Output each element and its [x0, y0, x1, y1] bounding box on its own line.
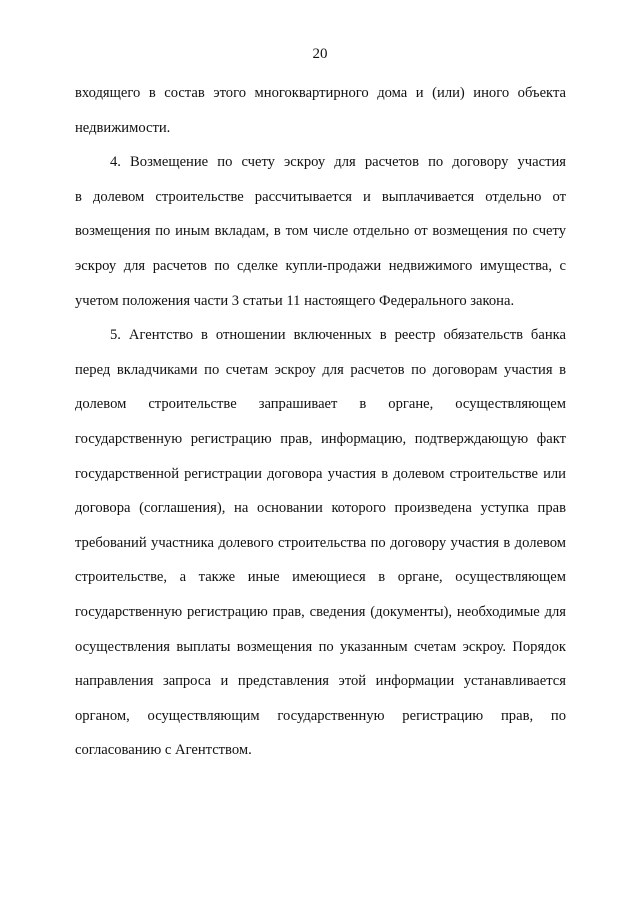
text-line: входящего в состав этого многоквартирного дома и (или) иного объекта [75, 85, 566, 101]
text-line: направления запроса и представления этой информации устанавливается [75, 673, 566, 690]
text-line: согласованию с Агентством. [75, 742, 252, 759]
text-line: договора (соглашения), на основании которого произведена уступка прав [75, 500, 566, 517]
text-line: перед вкладчиками по счетам эскроу для расчетов по договорам участия в [75, 361, 566, 378]
text-line: недвижимости. [75, 119, 171, 136]
document-body [75, 82, 566, 774]
text-line: осуществления выплаты возмещения по указанным счетам эскроу. Порядок [75, 638, 566, 655]
page-number: 20 [312, 46, 328, 62]
text-line: возмещения по иным вкладам, в том числе отдельно от возмещения по счету [75, 223, 566, 240]
text-line: требований участника долевого строительства по договору участия в долевом [75, 534, 566, 551]
text-line: учетом положения части 3 статьи 11 настоящего Федерального закона. [75, 292, 515, 309]
text-line: государственную регистрацию прав, сведения (документы), необходимые для [75, 603, 566, 620]
paragraph-item-4 [75, 151, 566, 324]
paragraph-continuation [75, 82, 566, 151]
text-line: 4. Возмещение по счету эскроу для расчетов по договору участия [110, 154, 566, 171]
text-line: долевом строительстве запрашивает в органе, осуществляющем [75, 396, 566, 413]
text-line: в долевом строительстве рассчитывается и выплачивается отдельно от [75, 188, 566, 205]
text-line: строительстве, а также иные имеющиеся в органе, осуществляющем [75, 569, 566, 586]
paragraph-item-5 [75, 324, 566, 774]
text-line: эскроу для расчетов по сделке купли-продажи недвижимого имущества, с [75, 257, 566, 274]
text-line: 5. Агентство в отношении включенных в реестр обязательств банка [110, 327, 566, 344]
text-line: органом, осуществляющим государственную регистрацию прав, по [75, 707, 566, 724]
text-line: государственную регистрацию прав, информацию, подтверждающую факт [75, 430, 566, 447]
text-line: государственной регистрации договора участия в долевом строительстве или [75, 465, 566, 482]
